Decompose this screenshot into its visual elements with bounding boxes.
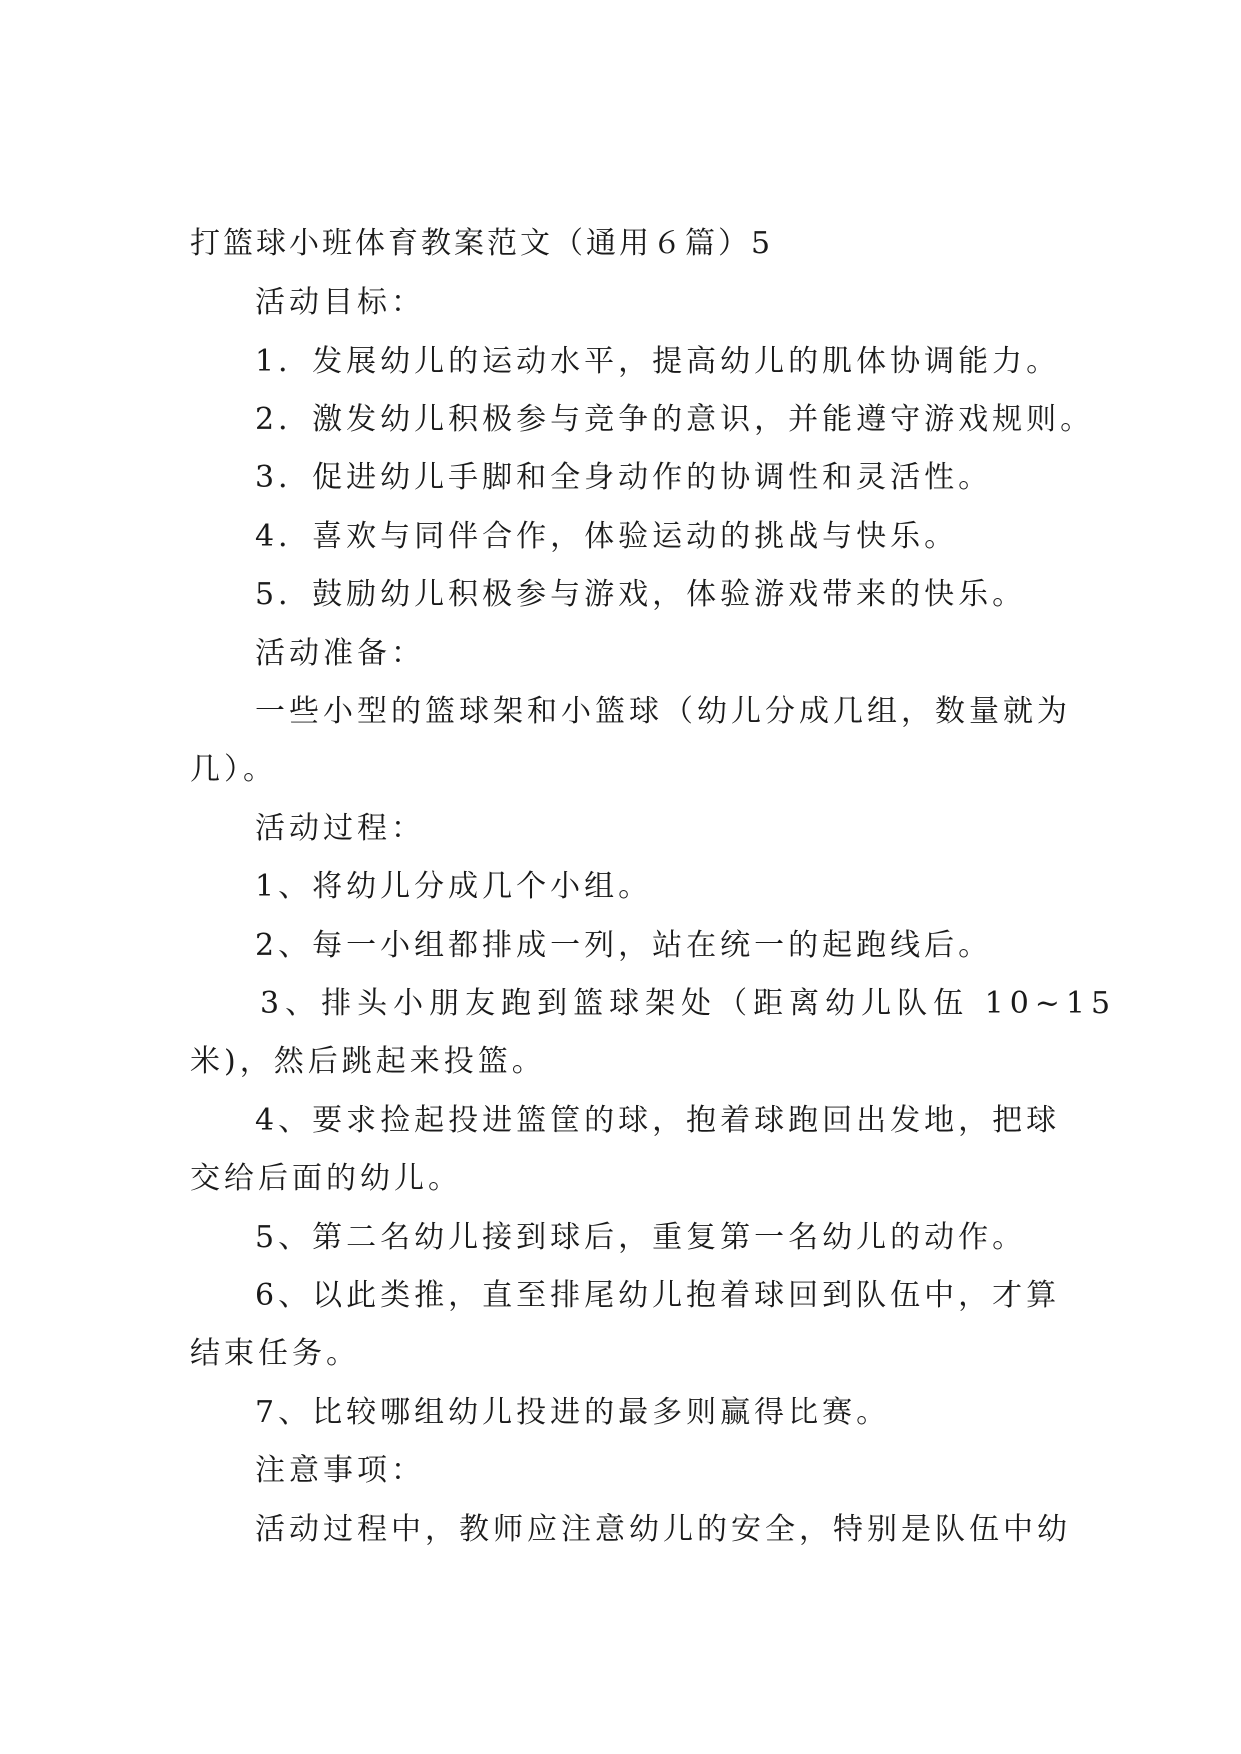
process-step-6: 6、以此类推，直至排尾幼儿抱着球回到队伍中，才算 — [255, 1278, 1061, 1313]
section-heading-process: 活动过程： — [255, 811, 425, 846]
process-step-4-cont: 交给后面的幼儿。 — [190, 1161, 462, 1196]
notes-text: 活动过程中，教师应注意幼儿的安全，特别是队伍中幼 — [255, 1512, 1071, 1547]
preparation-text: 一些小型的篮球架和小篮球（幼儿分成几组，数量就为 — [255, 694, 1071, 729]
process-step-4: 4、要求捡起投进篮筐的球，抱着球跑回出发地，把球 — [255, 1103, 1061, 1138]
process-step-6-cont: 结束任务。 — [190, 1336, 360, 1371]
section-heading-preparation: 活动准备： — [255, 636, 425, 671]
goal-item-4: 4．喜欢与同伴合作，体验运动的挑战与快乐。 — [255, 519, 959, 554]
goal-item-5: 5．鼓励幼儿积极参与游戏，体验游戏带来的快乐。 — [255, 577, 1027, 612]
process-step-1: 1、将幼儿分成几个小组。 — [255, 869, 653, 904]
document-title: 打篮球小班体育教案范文（通用６篇）5 — [190, 226, 774, 261]
section-heading-goals: 活动目标： — [255, 285, 425, 320]
process-step-2: 2、每一小组都排成一列，站在统一的起跑线后。 — [255, 928, 993, 963]
process-step-3: 3、排头小朋友跑到篮球架处（距离幼儿队伍 10~15 — [260, 986, 1117, 1021]
goal-item-2: 2．激发幼儿积极参与竞争的意识，并能遵守游戏规则。 — [255, 402, 1095, 437]
goal-item-3: 3．促进幼儿手脚和全身动作的协调性和灵活性。 — [255, 460, 993, 495]
preparation-text-cont: 几）。 — [190, 752, 277, 787]
section-heading-notes: 注意事项： — [255, 1453, 425, 1488]
process-step-5: 5、第二名幼儿接到球后，重复第一名幼儿的动作。 — [255, 1220, 1027, 1255]
process-step-3-cont: 米)，然后跳起来投篮。 — [190, 1044, 546, 1079]
goal-item-1: 1．发展幼儿的运动水平，提高幼儿的肌体协调能力。 — [255, 344, 1061, 379]
process-step-7: 7、比较哪组幼儿投进的最多则赢得比赛。 — [255, 1395, 891, 1430]
